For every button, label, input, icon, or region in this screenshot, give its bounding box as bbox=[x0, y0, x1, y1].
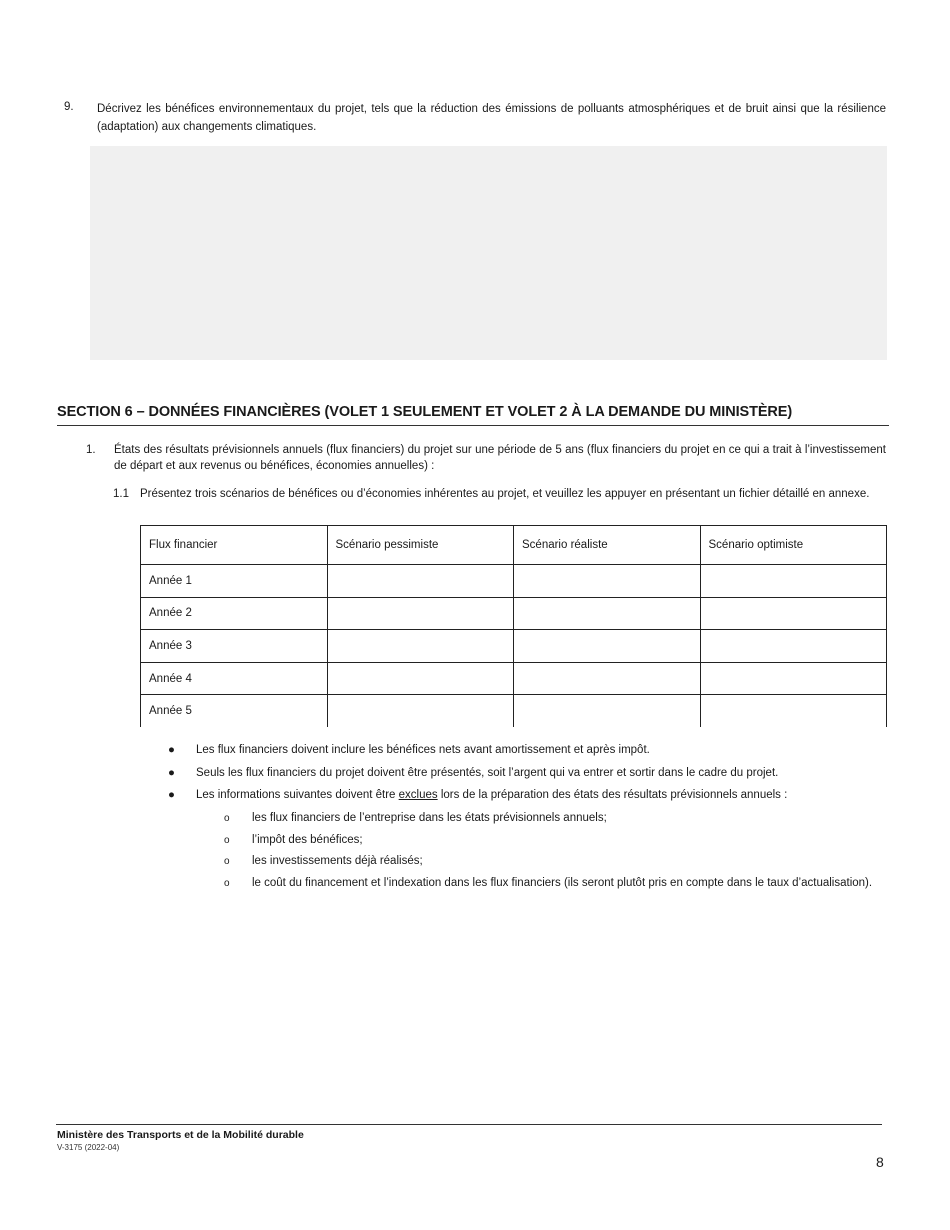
realiste-cell[interactable] bbox=[514, 565, 701, 598]
table-row bbox=[141, 597, 887, 630]
header-scenario-pessimiste: Scénario pessimiste bbox=[327, 526, 514, 565]
sub-bullet-text: le coût du financement et l’indexation dans les flux financiers (ils seront plutôt pris en compte dans le taux d’actualisation). bbox=[252, 876, 873, 889]
bullet-list bbox=[166, 742, 886, 810]
row-label: Année 4 bbox=[141, 662, 328, 695]
header-scenario-realiste: Scénario réaliste bbox=[514, 526, 701, 565]
sub-list-item bbox=[222, 851, 886, 873]
pessimiste-cell[interactable] bbox=[327, 695, 514, 727]
header-scenario-optimiste: Scénario optimiste bbox=[700, 526, 887, 565]
realiste-cell[interactable] bbox=[514, 630, 701, 663]
sub-bullet-text: les investissements déjà réalisés; bbox=[252, 855, 423, 867]
optimiste-cell[interactable] bbox=[700, 565, 887, 598]
pessimiste-cell[interactable] bbox=[327, 565, 514, 598]
sub-list-item bbox=[222, 808, 886, 830]
bullet-icon: ● bbox=[168, 766, 175, 779]
circle-bullet-icon: o bbox=[224, 834, 230, 846]
question-1-text: États des résultats prévisionnels annuels (flux financiers) du projet sur une période de 5 ans (flux financiers du projet en ce qui a trait à l’investissement de départ et aux revenus ou bénéfices, économies annuelles) : bbox=[114, 444, 886, 472]
optimiste-cell[interactable] bbox=[700, 662, 887, 695]
question-9-answer-field[interactable] bbox=[90, 146, 887, 360]
pessimiste-cell[interactable] bbox=[327, 630, 514, 663]
bullet-icon: ● bbox=[168, 744, 175, 756]
footer-form-code: V-3175 (2022-04) bbox=[57, 1143, 120, 1152]
sub-list-item bbox=[222, 873, 886, 895]
list-item bbox=[166, 742, 886, 765]
section-6-title: SECTION 6 – DONNÉES FINANCIÈRES (VOLET 1 SEULEMENT ET VOLET 2 À LA DEMANDE DU MINISTÈRE) bbox=[57, 404, 889, 426]
circle-bullet-icon: o bbox=[224, 813, 230, 824]
bullet-text-before: Les informations suivantes doivent être bbox=[196, 789, 399, 801]
sub-bullet-list bbox=[222, 808, 886, 894]
table-row bbox=[141, 565, 887, 598]
sub-bullet-text: les flux financiers de l’entreprise dans les états prévisionnels annuels; bbox=[252, 812, 607, 824]
question-1-1 bbox=[113, 486, 886, 502]
bullet-text: Les flux financiers doivent inclure les bénéfices nets avant amortissement et après impôt. bbox=[196, 744, 650, 756]
question-9 bbox=[64, 100, 886, 136]
table-row bbox=[141, 695, 887, 727]
bullet-icon: ● bbox=[168, 789, 175, 801]
question-1-number: 1. bbox=[86, 444, 96, 456]
question-1-1-text: Présentez trois scénarios de bénéfices ou d’économies inhérentes au projet, et veuillez les appuyer en présentant un fichier détaillé en annexe. bbox=[140, 488, 870, 500]
bullet-text-after: lors de la préparation des états des résultats prévisionnels annuels : bbox=[437, 789, 788, 801]
row-label: Année 2 bbox=[141, 597, 328, 630]
footer-divider bbox=[56, 1124, 882, 1125]
footer-organization: Ministère des Transports et de la Mobilité durable bbox=[57, 1129, 304, 1141]
header-flux-financier: Flux financier bbox=[141, 526, 328, 565]
question-1 bbox=[86, 442, 886, 474]
table-row bbox=[141, 662, 887, 695]
realiste-cell[interactable] bbox=[514, 695, 701, 727]
question-9-number: 9. bbox=[64, 101, 74, 113]
list-item bbox=[166, 765, 886, 788]
optimiste-cell[interactable] bbox=[700, 597, 887, 630]
table-row bbox=[141, 630, 887, 663]
financial-flows-table bbox=[140, 525, 887, 727]
pessimiste-cell[interactable] bbox=[327, 662, 514, 695]
circle-bullet-icon: o bbox=[224, 856, 230, 867]
optimiste-cell[interactable] bbox=[700, 630, 887, 663]
sub-list-item bbox=[222, 830, 886, 852]
circle-bullet-icon: o bbox=[224, 877, 230, 889]
question-1-1-number: 1.1 bbox=[113, 488, 129, 500]
page-number: 8 bbox=[876, 1154, 884, 1170]
list-item bbox=[166, 787, 886, 810]
table-header-row bbox=[141, 526, 887, 565]
bullet-text: Seuls les flux financiers du projet doivent être présentés, soit l’argent qui va entrer et sortir dans le cadre du projet. bbox=[196, 766, 779, 779]
realiste-cell[interactable] bbox=[514, 662, 701, 695]
row-label: Année 3 bbox=[141, 630, 328, 663]
pessimiste-cell[interactable] bbox=[327, 597, 514, 630]
optimiste-cell[interactable] bbox=[700, 695, 887, 727]
row-label: Année 5 bbox=[141, 695, 328, 727]
sub-bullet-text: l’impôt des bénéfices; bbox=[252, 833, 363, 846]
bullet-text-underlined: exclues bbox=[398, 789, 438, 801]
row-label: Année 1 bbox=[141, 565, 328, 598]
realiste-cell[interactable] bbox=[514, 597, 701, 630]
question-9-text: Décrivez les bénéfices environnementaux du projet, tels que la réduction des émissions de polluants atmosphériques et de bruit ainsi que la résilience (adaptation) aux changements climatiques. bbox=[97, 103, 886, 133]
